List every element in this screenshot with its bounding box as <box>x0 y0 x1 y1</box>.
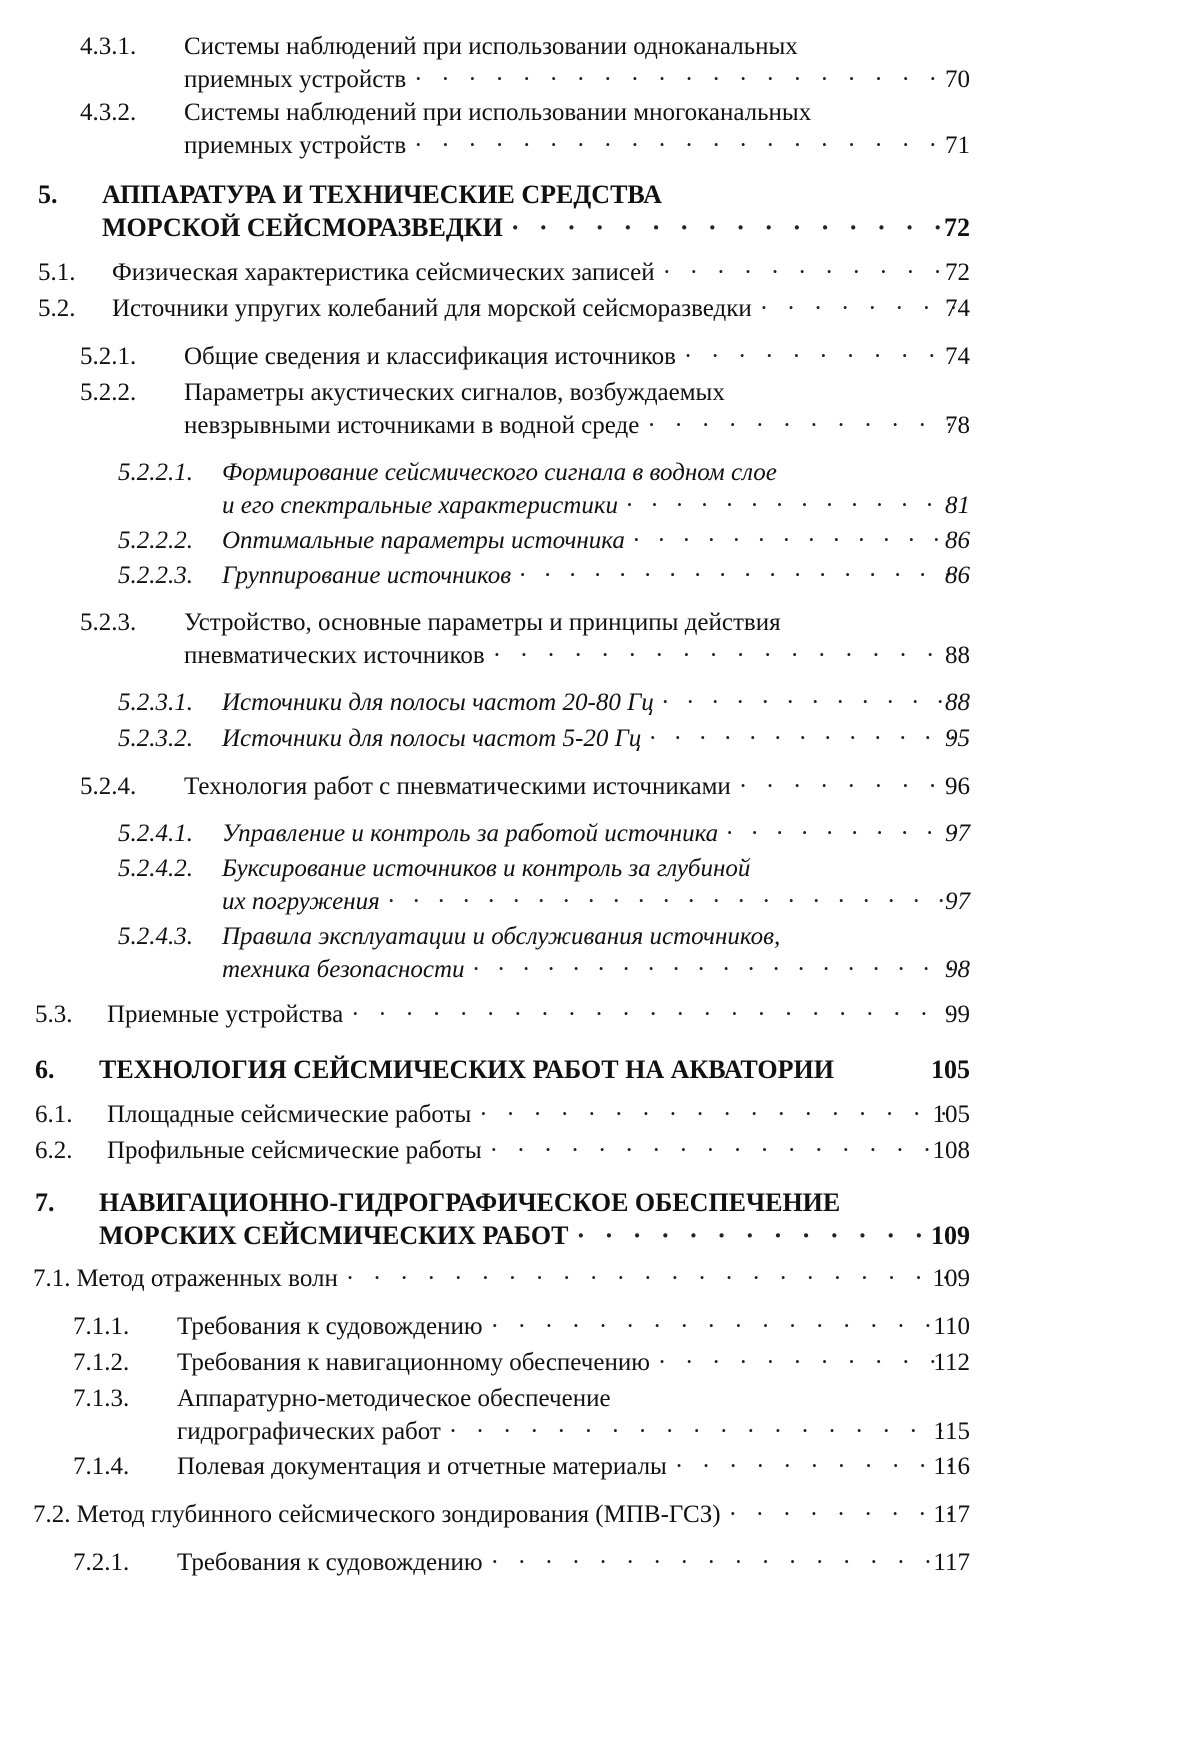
entry-page: 117 <box>933 1498 970 1531</box>
entry-page: 88 <box>945 686 970 719</box>
entry-page: 86 <box>945 524 970 557</box>
toc-entry <box>118 456 970 522</box>
leader-dots <box>346 1262 946 1295</box>
entry-number: 7.2. <box>33 1498 71 1531</box>
toc-entry <box>35 1134 970 1167</box>
entry-title-line: АППАРАТУРА И ТЕХНИЧЕСКИЕ СРЕДСТВА <box>102 178 970 211</box>
entry-page: 109 <box>931 1219 970 1252</box>
leader-dots <box>449 1415 949 1448</box>
entry-title-line: Источники для полосы частот 20-80 Гц <box>222 686 654 719</box>
toc-entry <box>73 1450 970 1483</box>
entry-number: 5.2.3.1. <box>118 686 193 719</box>
entry-page: 95 <box>945 722 970 755</box>
leader-dots <box>649 722 956 755</box>
entry-page: 96 <box>945 770 970 803</box>
entry-title-line: Оптимальные параметры источника <box>222 524 625 557</box>
entry-number: 7.1. <box>33 1262 71 1295</box>
entry-number: 7.1.1. <box>73 1310 129 1343</box>
entry-title-line: невзрывными источниками в водной среде <box>184 409 639 442</box>
entry-page: 115 <box>933 1415 970 1448</box>
leader-dots <box>479 1098 949 1131</box>
entry-number: 5.2.4.1. <box>118 817 193 850</box>
entry-number: 4.3.2. <box>80 96 136 129</box>
entry-page: 109 <box>933 1262 971 1295</box>
toc-entry <box>33 1262 970 1295</box>
entry-title-line: техника безопасности <box>222 953 465 986</box>
entry-title-line: Приемные устройства <box>107 998 343 1031</box>
toc-entry <box>118 852 970 918</box>
entry-title-line: Общие сведения и классификация источников <box>184 340 676 373</box>
entry-title-line: Источники для полосы частот 5-20 Гц <box>222 722 641 755</box>
entry-title-line: Аппаратурно-методическое обеспечение <box>177 1382 970 1415</box>
entry-title-line: Технология работ с пневматическими источниками <box>184 770 731 803</box>
entry-title-line: Требования к судовождению <box>177 1310 483 1343</box>
toc-entry <box>118 817 970 850</box>
leader-dots <box>675 1450 955 1483</box>
entry-title-line: МОРСКИХ СЕЙСМИЧЕСКИХ РАБОТ <box>99 1219 568 1252</box>
entry-number: 6.2. <box>35 1134 73 1167</box>
entry-page: 112 <box>933 1346 970 1379</box>
entry-page: 108 <box>933 1134 971 1167</box>
entry-number: 5.2. <box>38 292 76 325</box>
entry-page: 74 <box>945 292 970 325</box>
entry-number: 5. <box>38 178 58 211</box>
entry-title-line: Правила эксплуатации и обслуживания источников, <box>222 920 970 953</box>
entry-number: 5.3. <box>35 998 73 1031</box>
toc-entry <box>35 998 970 1031</box>
leader-dots <box>414 129 952 162</box>
leader-dots <box>633 524 956 557</box>
entry-page: 70 <box>945 63 970 96</box>
toc-entry <box>33 1498 970 1531</box>
leader-dots <box>626 489 955 522</box>
entry-title-line: ТЕХНОЛОГИЯ СЕЙСМИЧЕСКИХ РАБОТ НА АКВАТОРИИ <box>99 1053 834 1086</box>
entry-title-line: Системы наблюдений при использовании многоканальных <box>184 96 970 129</box>
entry-number: 5.2.2.1. <box>118 456 193 489</box>
entry-title-line: НАВИГАЦИОННО-ГИДРОГРАФИЧЕСКОЕ ОБЕСПЕЧЕНИЕ <box>99 1186 970 1219</box>
entry-number: 7. <box>35 1186 55 1219</box>
toc-chapter <box>35 1186 970 1252</box>
entry-title-line: пневматических источников <box>184 639 485 672</box>
entry-title-line: Полевая документация и отчетные материалы <box>177 1450 667 1483</box>
toc-entry <box>118 559 970 592</box>
entry-title-line: Метод отраженных волн <box>77 1262 338 1295</box>
table-of-contents <box>0 0 1200 1763</box>
leader-dots <box>576 1219 952 1252</box>
entry-title-line: Требования к судовождению <box>177 1546 483 1579</box>
leader-dots <box>511 211 954 244</box>
leader-dots <box>739 770 958 803</box>
entry-title-line: Устройство, основные параметры и принципы действия <box>184 606 970 639</box>
entry-number: 6.1. <box>35 1098 73 1131</box>
entry-page: 72 <box>944 211 970 244</box>
toc-entry <box>73 1310 970 1343</box>
toc-entry <box>118 920 970 986</box>
entry-number: 5.2.2.2. <box>118 524 193 557</box>
entry-page: 105 <box>931 1053 970 1086</box>
entry-page: 97 <box>945 885 970 918</box>
entry-title-line: МОРСКОЙ СЕЙСМОРАЗВЕДКИ <box>102 211 503 244</box>
entry-number: 4.3.1. <box>80 30 136 63</box>
entry-number: 5.2.2. <box>80 376 136 409</box>
toc-entry <box>80 376 970 442</box>
leader-dots <box>662 686 956 719</box>
entry-page: 71 <box>945 129 970 162</box>
entry-title-line: приемных устройств <box>184 63 406 96</box>
entry-page: 117 <box>933 1546 970 1579</box>
entry-number: 5.2.4.2. <box>118 852 193 885</box>
leader-dots <box>491 1310 950 1343</box>
entry-title-line: Профильные сейсмические работы <box>107 1134 482 1167</box>
entry-number: 5.2.4. <box>80 770 136 803</box>
entry-title-line: Площадные сейсмические работы <box>107 1098 471 1131</box>
leader-dots <box>490 1134 950 1167</box>
entry-page: 99 <box>945 998 970 1031</box>
leader-dots <box>519 559 953 592</box>
entry-number: 5.2.3. <box>80 606 136 639</box>
leader-dots <box>684 340 957 373</box>
entry-title-line: приемных устройств <box>184 129 406 162</box>
entry-number: 6. <box>35 1053 55 1086</box>
entry-page: 105 <box>933 1098 971 1131</box>
entry-title-line: Требования к навигационному обеспечению <box>177 1346 650 1379</box>
entry-page: 74 <box>945 340 970 373</box>
leader-dots <box>493 639 954 672</box>
entry-page: 110 <box>933 1310 970 1343</box>
entry-title-line: гидрографических работ <box>177 1415 441 1448</box>
toc-entry <box>118 722 970 755</box>
leader-dots <box>491 1546 950 1579</box>
entry-page: 116 <box>933 1450 970 1483</box>
leader-dots <box>351 998 951 1031</box>
toc-entry <box>80 606 970 672</box>
toc-entry <box>35 1098 970 1131</box>
leader-dots <box>658 1346 954 1379</box>
entry-title-line: Метод глубинного сейсмического зондирования (МПВ-ГСЗ) <box>77 1498 721 1531</box>
entry-title-line: Управление и контроль за работой источника <box>222 817 718 850</box>
toc-entry <box>118 686 970 719</box>
entry-number: 7.1.2. <box>73 1346 129 1379</box>
entry-title-line: их погружения <box>222 885 380 918</box>
leader-dots <box>729 1498 956 1531</box>
entry-title-line: и его спектральные характеристики <box>222 489 618 522</box>
toc-entry <box>118 524 970 557</box>
entry-page: 86 <box>945 559 970 592</box>
toc-entry <box>80 770 970 803</box>
entry-number: 7.1.3. <box>73 1382 129 1415</box>
entry-page: 72 <box>945 256 970 289</box>
toc-chapter <box>38 178 970 244</box>
leader-dots <box>388 885 951 918</box>
leader-dots <box>414 63 952 96</box>
entry-number: 5.2.3.2. <box>118 722 193 755</box>
entry-number: 5.2.2.3. <box>118 559 193 592</box>
entry-title-line: Физическая характеристика сейсмических записей <box>112 256 655 289</box>
toc-entry <box>80 30 970 96</box>
entry-title-line: Формирование сейсмического сигнала в водном слое <box>222 456 970 489</box>
entry-number: 7.1.4. <box>73 1450 129 1483</box>
entry-title-line: Системы наблюдений при использовании одноканальных <box>184 30 970 63</box>
entry-number: 5.2.4.3. <box>118 920 193 953</box>
entry-page: 98 <box>945 953 970 986</box>
entry-page: 88 <box>945 639 970 672</box>
leader-dots <box>647 409 956 442</box>
entry-title-line: Параметры акустических сигналов, возбуждаемых <box>184 376 970 409</box>
entry-title-line: Группирование источников <box>222 559 511 592</box>
entry-page: 78 <box>945 409 970 442</box>
toc-entry <box>73 1546 970 1579</box>
entry-page: 81 <box>945 489 970 522</box>
toc-entry <box>38 292 970 325</box>
leader-dots <box>473 953 953 986</box>
entry-number: 5.2.1. <box>80 340 136 373</box>
toc-entry <box>73 1346 970 1379</box>
entry-number: 5.1. <box>38 256 76 289</box>
toc-chapter <box>35 1053 970 1086</box>
entry-number: 7.2.1. <box>73 1546 129 1579</box>
leader-dots <box>760 292 959 325</box>
toc-entry <box>38 256 970 289</box>
leader-dots <box>663 256 957 289</box>
toc-entry <box>80 340 970 373</box>
entry-page: 97 <box>945 817 970 850</box>
toc-entry <box>80 96 970 162</box>
leader-dots <box>726 817 957 850</box>
entry-title-line: Источники упругих колебаний для морской сейсморазведки <box>112 292 752 325</box>
entry-title-line: Буксирование источников и контроль за глубиной <box>222 852 970 885</box>
toc-entry <box>73 1382 970 1448</box>
